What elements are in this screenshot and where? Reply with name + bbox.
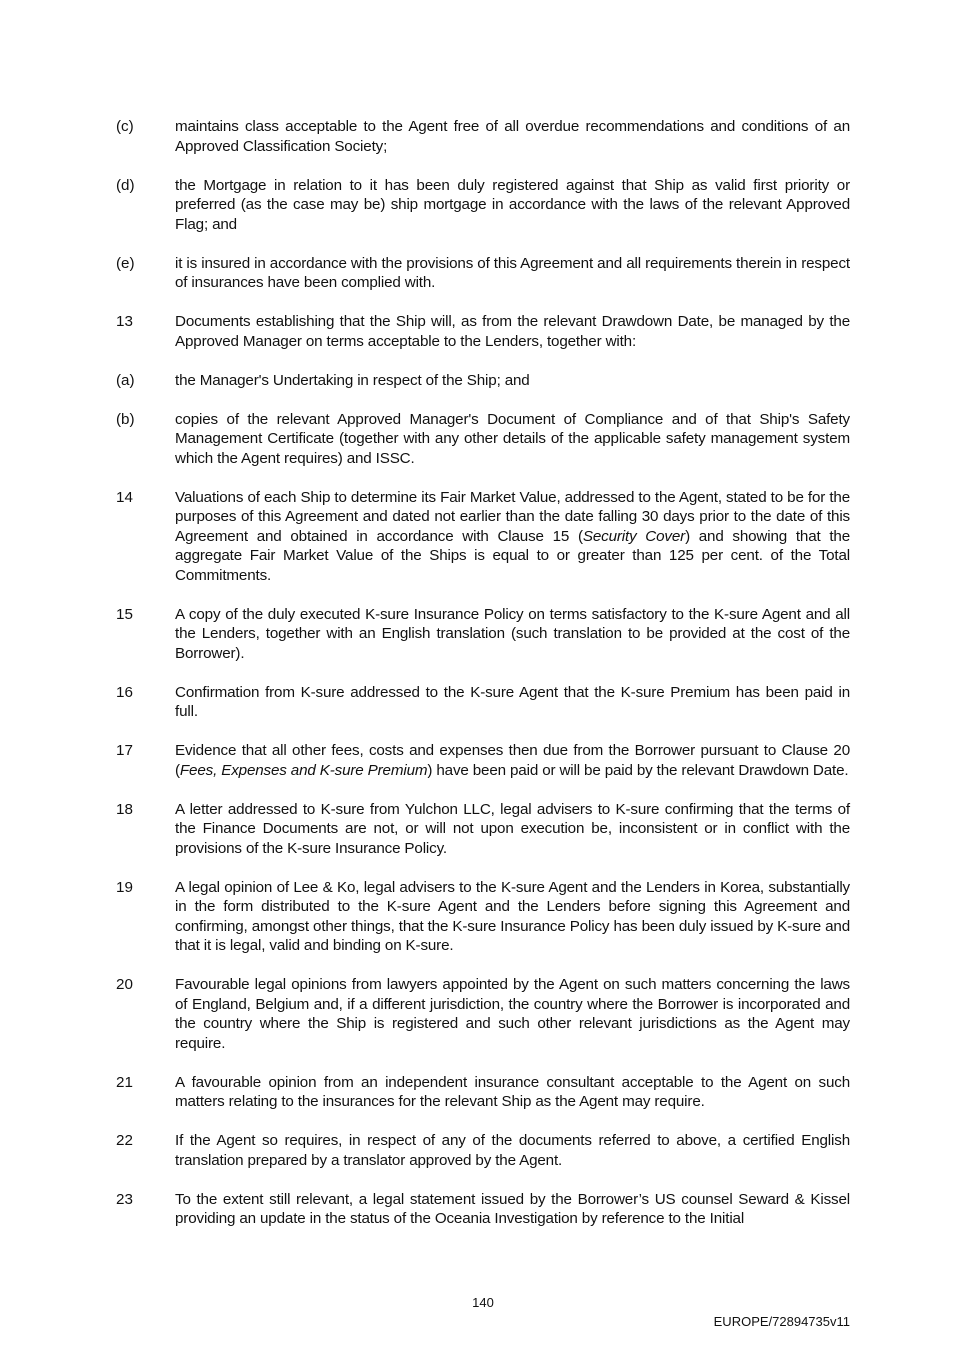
item-label: (d) — [116, 176, 135, 194]
item-text: the Manager's Undertaking in respect of the Ship; and — [175, 371, 530, 389]
list-item — [116, 371, 850, 391]
list-item — [116, 254, 850, 293]
item-text: Confirmation from K-sure addressed to the K-sure Agent that the K-sure Premium has been paid in full. — [175, 683, 850, 720]
item-label: 18 — [116, 800, 133, 818]
item-text: maintains class acceptable to the Agent free of all overdue recommendations and conditions of an Approved Classification Society; — [175, 118, 850, 155]
list-item — [116, 117, 850, 156]
list-item — [116, 975, 850, 1053]
item-label: 22 — [116, 1132, 133, 1149]
list-item — [116, 683, 850, 722]
list-item — [116, 176, 850, 235]
item-text: A favourable opinion from an independent insurance consultant acceptable to the Agent on such matters relating to the insurances for the relevant Ship as the Agent may require. — [175, 1073, 850, 1110]
item-text: Documents establishing that the Ship will, as from the relevant Drawdown Date, be managed by the Approved Manager on terms acceptable to the Lenders, together with: — [175, 313, 850, 350]
conditions-list — [116, 117, 850, 1248]
list-item — [116, 878, 850, 956]
item-label: (e) — [116, 254, 135, 272]
list-item — [116, 1131, 850, 1170]
item-label: 15 — [116, 605, 133, 623]
list-item — [116, 312, 850, 351]
item-text: Favourable legal opinions from lawyers appointed by the Agent on such matters concerning the laws of England, Belgium and, if a different jurisdiction, the country where the Borrower is incorporated and the country where the Ship is registered and such other relevant jurisdictions as the Agent may require. — [175, 976, 850, 1052]
item-text: it is insured in accordance with the provisions of this Agreement and all requirements therein in respect of insurances have been complied with. — [175, 254, 850, 291]
item-text: Evidence that all other fees, costs and expenses then due from the Borrower pursuant to Clause 20 (Fees, Expenses and K-sure Premium) have been paid or will be paid by the relevant Drawdown Date. — [175, 742, 850, 779]
item-label: 16 — [116, 683, 133, 701]
list-item — [116, 1190, 850, 1229]
item-label: (b) — [116, 410, 135, 428]
item-label: 14 — [116, 488, 133, 506]
item-label: 19 — [116, 878, 133, 896]
list-item — [116, 488, 850, 586]
item-text: To the extent still relevant, a legal statement issued by the Borrower’s US counsel Seward & Kissel providing an update in the status of the Oceania Investigation by reference to the Initial — [175, 1190, 850, 1227]
item-text: the Mortgage in relation to it has been duly registered against that Ship as valid first priority or preferred (as the case may be) ship mortgage in accordance with the laws of the relevant Approved Flag; and — [175, 176, 850, 233]
list-item — [116, 1073, 850, 1112]
item-text: A copy of the duly executed K-sure Insurance Policy on terms satisfactory to the K-sure Agent and all the Lenders, together with an English translation (such translation to be provided at the cost of the Borrower). — [175, 605, 850, 662]
item-label: 17 — [116, 742, 133, 759]
item-text: A letter addressed to K-sure from Yulchon LLC, legal advisers to K-sure confirming that the terms of the Finance Documents are not, or will not upon execution be, inconsistent or in conflict with the provisions of the K-sure Insurance Policy. — [175, 800, 850, 857]
clause-reference: Fees, Expenses and K-sure Premium — [179, 761, 428, 779]
list-item — [116, 410, 850, 469]
item-label: 23 — [116, 1190, 133, 1208]
page-number: 140 — [472, 1295, 494, 1310]
list-item — [116, 800, 850, 859]
item-text: If the Agent so requires, in respect of any of the documents referred to above, a certified English translation prepared by a translator approved by the Agent. — [175, 1132, 850, 1169]
item-label: (a) — [116, 371, 135, 389]
item-label: 21 — [116, 1073, 133, 1091]
item-label: (c) — [116, 118, 134, 135]
list-item — [116, 741, 850, 780]
item-text: copies of the relevant Approved Manager's Document of Compliance and of that Ship's Safety Management Certificate (together with any other details of the applicable safety management system which the Agent requires) and ISSC. — [175, 410, 850, 467]
item-text: Valuations of each Ship to determine its Fair Market Value, addressed to the Agent, stated to be for the purposes of this Agreement and dated not earlier than the date falling 30 days prior to the date of this Agreement and obtained in accordance with Clause 15 (Security Cover) and showing that the aggregate Fair Market Value of the Ships is equal to or greater than 125 per cent. of the Total Commitments. — [175, 488, 850, 584]
document-reference: EUROPE/72894735v11 — [713, 1314, 850, 1329]
clause-reference: Security Cover — [582, 527, 686, 545]
item-label: 13 — [116, 313, 133, 330]
item-label: 20 — [116, 976, 133, 993]
list-item — [116, 605, 850, 664]
item-text: A legal opinion of Lee & Ko, legal advisers to the K-sure Agent and the Lenders in Korea, substantially in the form distributed to the K-sure Agent and the Lenders before signing this Agreement and confirming, amongst other things, that the K-sure Insurance Policy has been duly issued by K-sure and that it is legal, valid and binding on K-sure. — [175, 878, 850, 954]
